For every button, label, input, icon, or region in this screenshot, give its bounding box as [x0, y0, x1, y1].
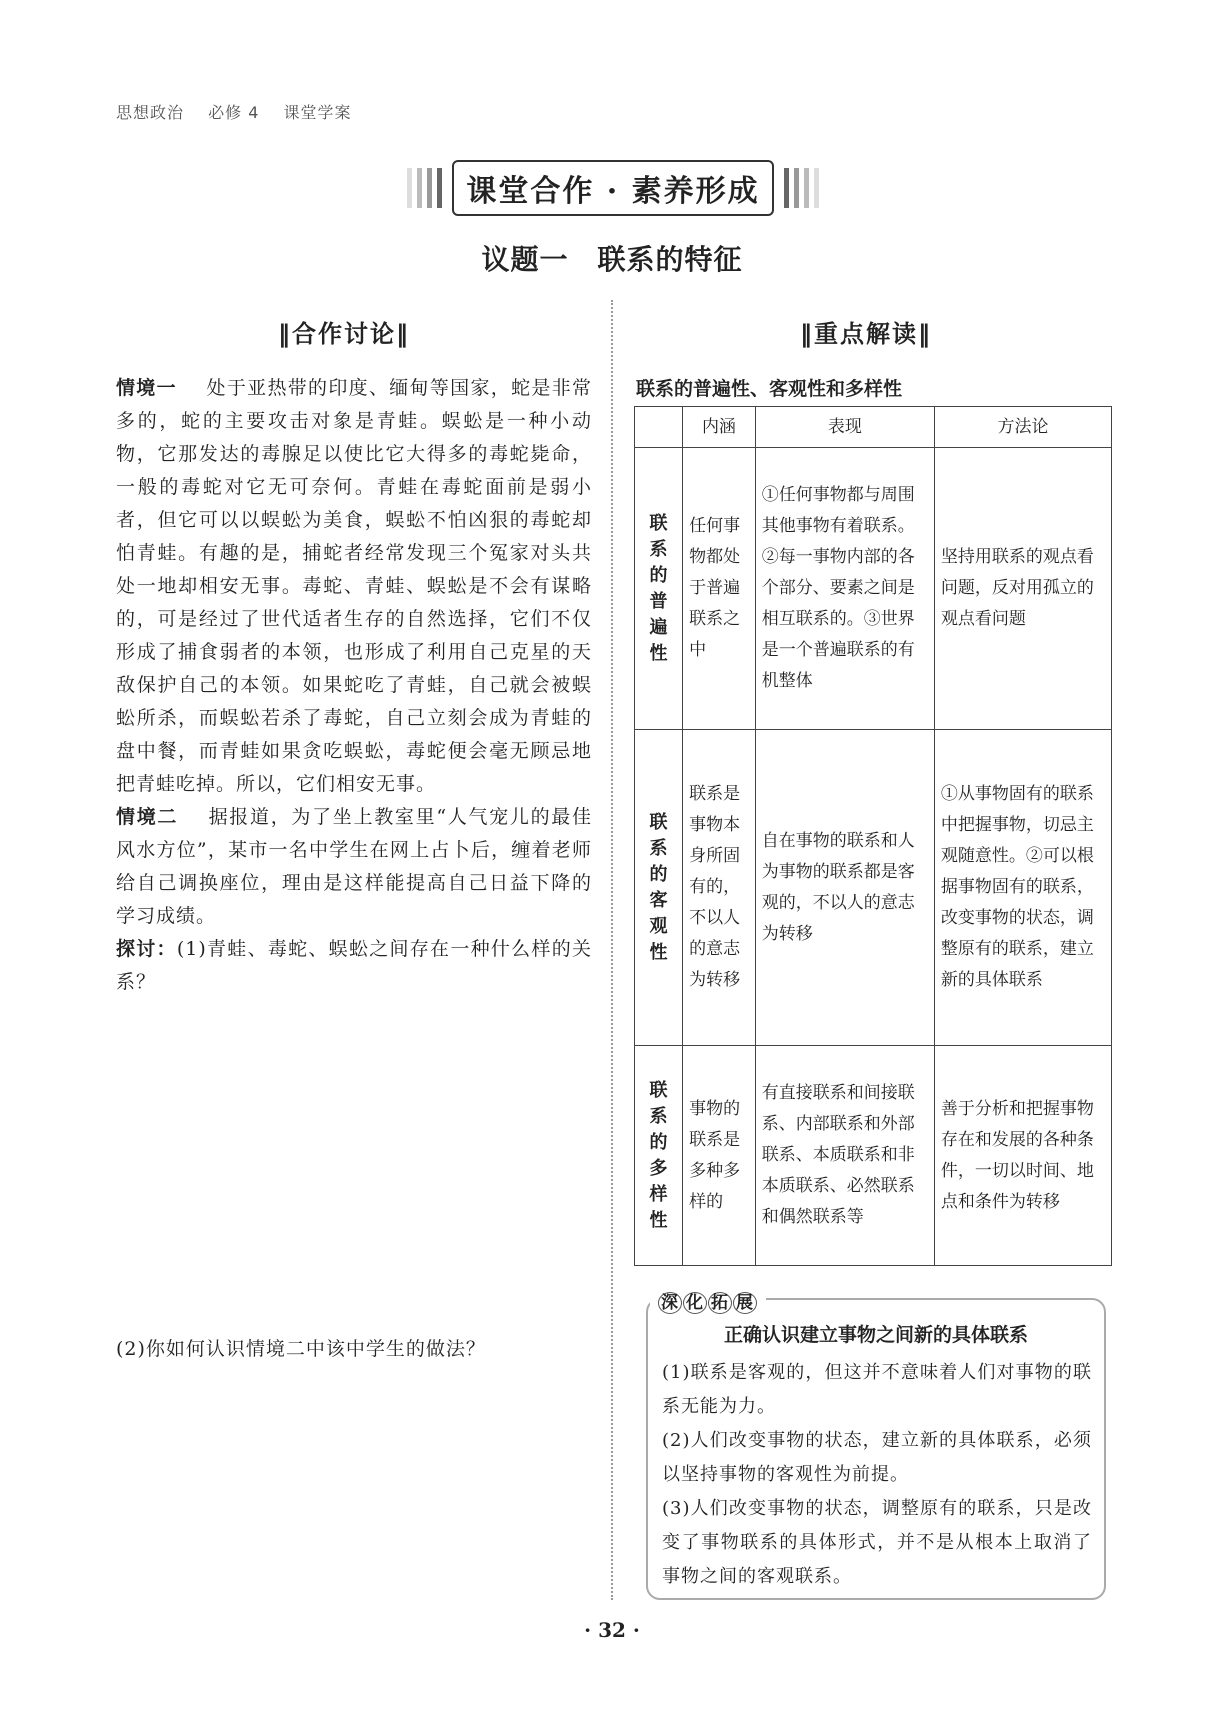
discuss-label: 探讨：: [116, 938, 177, 960]
table-header-row: [635, 407, 1112, 448]
deepen-body: [662, 1356, 1092, 1594]
key-points-heading: ‖重点解读‖: [800, 320, 932, 348]
connection-table: [634, 406, 1112, 1266]
cooperation-heading: ‖合作讨论‖: [278, 320, 410, 348]
page-number: · 32 ·: [584, 1618, 640, 1642]
row-name: 联系的多样性: [635, 1046, 683, 1266]
banner-right-bars: [784, 168, 819, 208]
table-header-performance: 表现: [755, 407, 934, 448]
deepen-point: (1)联系是客观的，但这并不意味着人们对事物的联系无能为力。: [662, 1362, 1092, 1417]
table-header-blank: [635, 407, 683, 448]
row-meaning: 任何事物都处于普遍联系之中: [683, 448, 756, 730]
topic-title: 议题一 联系的特征: [481, 243, 743, 276]
table-row: [635, 730, 1112, 1046]
table-header-method: 方法论: [934, 407, 1111, 448]
banner-left-bars: [407, 168, 442, 208]
row-meaning: 事物的联系是多种多样的: [683, 1046, 756, 1266]
deepen-tag-char: 拓: [708, 1292, 732, 1314]
row-method: ①从事物固有的联系中把握事物，切忌主观随意性。②可以根据事物固有的联系，改变事物的状态，调整原有的联系，建立新的具体联系: [934, 730, 1111, 1046]
deepen-tag-char: 展: [733, 1292, 757, 1314]
header-series: 课堂学案: [283, 103, 352, 122]
scenario-1: [116, 372, 592, 801]
section-banner: [398, 160, 828, 216]
row-performance: 自在事物的联系和人为事物的联系都是客观的，不以人的意志为转移: [755, 730, 934, 1046]
row-performance: 有直接联系和间接联系、内部联系和外部联系、本质联系和非本质联系、必然联系和偶然联系等: [755, 1046, 934, 1266]
column-divider: [611, 300, 613, 1600]
running-header: [116, 100, 370, 123]
row-name: 联系的普遍性: [635, 448, 683, 730]
table-row: [635, 448, 1112, 730]
deepen-tag-char: 深: [658, 1292, 682, 1314]
deepen-tag-char: 化: [683, 1292, 707, 1314]
row-meaning: 联系是事物本身所固有的，不以人的意志为转移: [683, 730, 756, 1046]
table-header-meaning: 内涵: [683, 407, 756, 448]
scenario-2-text: 据报道，为了坐上教室里“人气宠儿的最佳风水方位”，某市一名中学生在网上占卜后，缠着老师给自己调换座位，理由是这样能提高自己日益下降的学习成绩。: [116, 806, 592, 927]
deepen-point: (2)人们改变事物的状态，建立新的具体联系，必须以坚持事物的客观性为前提。: [662, 1430, 1092, 1485]
scenario-2-label: 情境二: [116, 806, 179, 828]
row-name: 联系的客观性: [635, 730, 683, 1046]
question-2: (2)你如何认识情境二中该中学生的做法？: [116, 1338, 486, 1360]
row-method: 坚持用联系的观点看问题，反对用孤立的观点看问题: [934, 448, 1111, 730]
header-book: 必修 4: [208, 103, 260, 122]
question-1: [116, 933, 592, 999]
deepen-tag: [650, 1286, 766, 1315]
row-performance: ①任何事物都与周围其他事物有着联系。②每一事物内部的各个部分、要素之间是相互联系的。③世界是一个普遍联系的有机整体: [755, 448, 934, 730]
scenario-1-text: 处于亚热带的印度、缅甸等国家，蛇是非常多的，蛇的主要攻击对象是青蛙。蜈蚣是一种小动物，它那发达的毒腺足以使比它大得多的毒蛇毙命，一般的毒蛇对它无可奈何。青蛙在毒蛇面前是弱小者，但它可以以蜈蚣为美食，蜈蚣不怕凶狠的毒蛇却怕青蛙。有趣的是，捕蛇者经常发现三个冤家对头共处一地却相安无事。毒蛇、青蛙、蜈蚣是不会有谋略的，可是经过了世代适者生存的自然选择，它们不仅形成了捕食弱者的本领，也形成了利用自己克星的天敌保护自己的本领。如果蛇吃了青蛙，自己就会被蜈蚣所杀，而蜈蚣若杀了毒蛇，自己立刻会成为青蛙的盘中餐，而青蛙如果贪吃蜈蚣，毒蛇便会毫无顾忌地把青蛙吃掉。所以，它们相安无事。: [116, 377, 592, 795]
deepen-title: 正确认识建立事物之间新的具体联系: [723, 1324, 1028, 1346]
discussion-column: [116, 372, 592, 999]
scenario-2: [116, 801, 592, 933]
scenario-1-label: 情境一: [116, 377, 177, 399]
header-subject: 思想政治: [116, 103, 185, 122]
deepen-point: (3)人们改变事物的状态，调整原有的联系，只是改变了事物联系的具体形式，并不是从根本上取消了事物之间的客观联系。: [662, 1498, 1092, 1587]
table-row: [635, 1046, 1112, 1266]
row-method: 善于分析和把握事物存在和发展的各种条件，一切以时间、地点和条件为转移: [934, 1046, 1111, 1266]
question-1-text: (1)青蛙、毒蛇、蜈蚣之间存在一种什么样的关系？: [116, 938, 592, 993]
banner-title: 课堂合作 · 素养形成: [452, 160, 773, 216]
table-caption: 联系的普遍性、客观性和多样性: [636, 378, 903, 400]
